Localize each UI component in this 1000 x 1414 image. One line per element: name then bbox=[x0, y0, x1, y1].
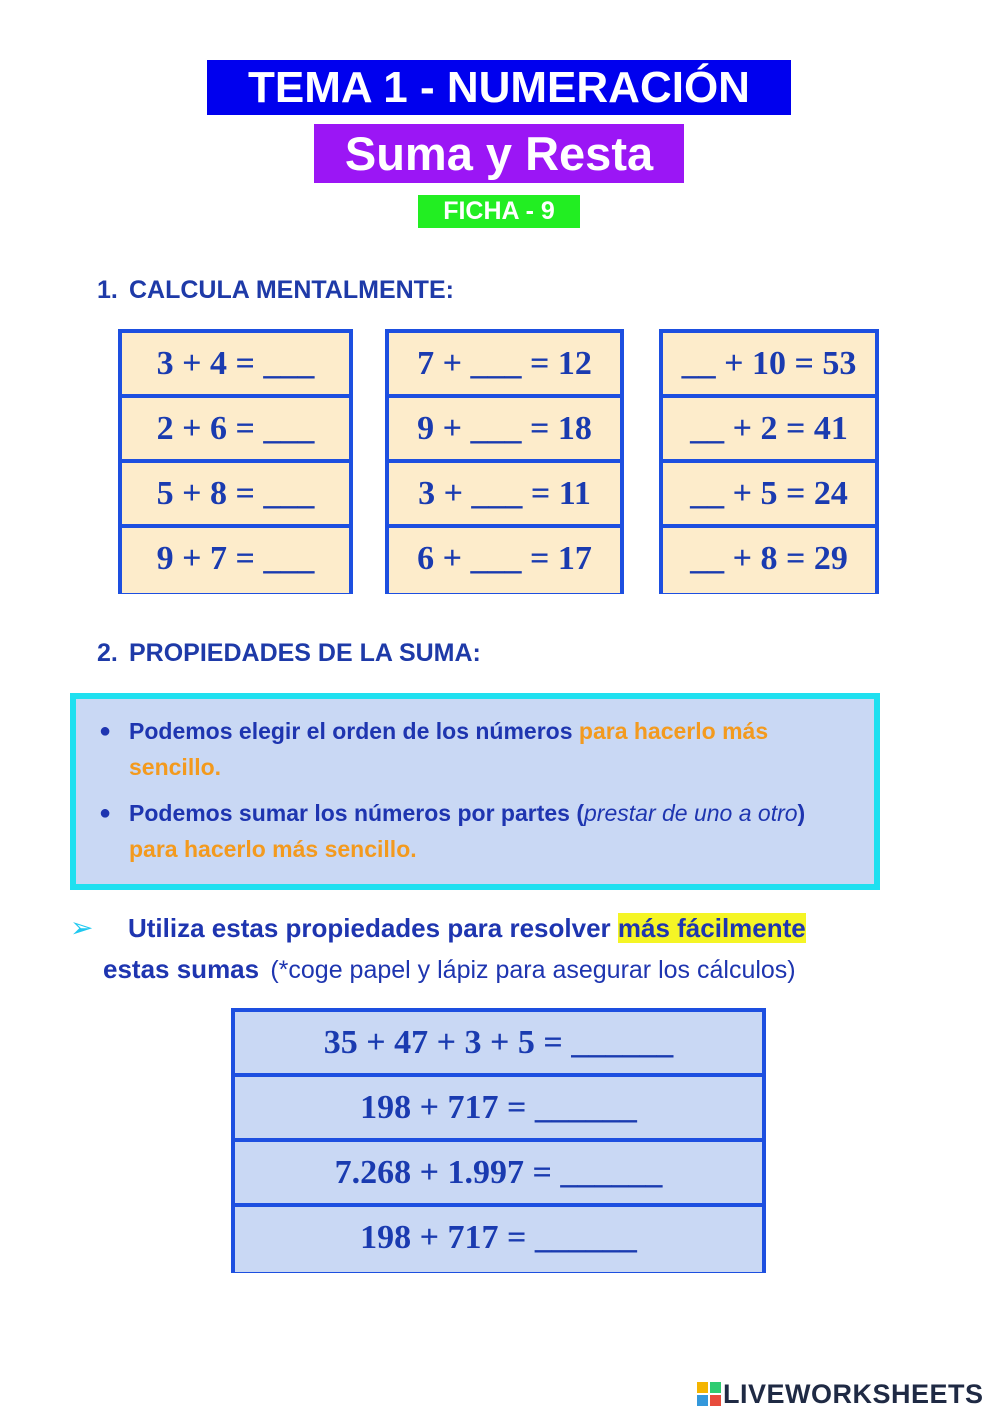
mental-math-column-3 bbox=[659, 329, 879, 594]
mental-math-cell[interactable]: __ + 10 = 53 bbox=[663, 333, 875, 398]
property-2-italic: prestar de uno a otro bbox=[584, 800, 798, 826]
instruction-text-2: estas sumas bbox=[103, 954, 260, 984]
arrow-icon: ➢ bbox=[70, 912, 94, 943]
property-2-text: Podemos sumar los números por partes ( bbox=[129, 800, 585, 826]
section-1-number: 1. bbox=[97, 276, 118, 304]
property-2-close: ) bbox=[797, 800, 806, 826]
mental-math-cell[interactable]: 3 + ___ = 11 bbox=[389, 463, 620, 528]
sum-row[interactable]: 198 + 717 = ______ bbox=[235, 1207, 762, 1272]
property-2 bbox=[99, 795, 859, 867]
mental-math-cell[interactable]: 9 + ___ = 18 bbox=[389, 398, 620, 463]
mental-math-cell[interactable]: 6 + ___ = 17 bbox=[389, 528, 620, 593]
worksheet-title: TEMA 1 - NUMERACIÓN bbox=[207, 60, 791, 115]
instruction-note: (*coge papel y lápiz para asegurar los cálculos) bbox=[270, 956, 796, 984]
logo-text: LIVEWORKSHEETS bbox=[723, 1379, 984, 1409]
mental-math-cell[interactable]: 7 + ___ = 12 bbox=[389, 333, 620, 398]
bullet-icon: ● bbox=[99, 802, 112, 824]
section-1-heading bbox=[97, 275, 454, 305]
sum-row[interactable]: 35 + 47 + 3 + 5 = ______ bbox=[235, 1012, 762, 1077]
mental-math-cell[interactable]: __ + 5 = 24 bbox=[663, 463, 875, 528]
sum-row[interactable]: 198 + 717 = ______ bbox=[235, 1077, 762, 1142]
section-2-heading bbox=[97, 638, 481, 668]
instruction-text: Utiliza estas propiedades para resolver bbox=[128, 913, 611, 943]
logo-icon bbox=[697, 1382, 721, 1406]
property-1-text: Podemos elegir el orden de los números bbox=[129, 718, 573, 744]
mental-math-column-2 bbox=[385, 329, 624, 594]
section-2-title: PROPIEDADES DE LA SUMA: bbox=[129, 639, 481, 667]
instruction bbox=[70, 908, 930, 948]
mental-math-cell[interactable]: __ + 2 = 41 bbox=[663, 398, 875, 463]
instruction-line-2 bbox=[103, 949, 963, 990]
liveworksheets-logo bbox=[697, 1379, 984, 1409]
sum-row[interactable]: 7.268 + 1.997 = ______ bbox=[235, 1142, 762, 1207]
worksheet-subtitle: Suma y Resta bbox=[314, 124, 684, 183]
section-1-title: CALCULA MENTALMENTE: bbox=[129, 276, 454, 304]
section-2-number: 2. bbox=[97, 639, 118, 667]
mental-math-column-1 bbox=[118, 329, 353, 594]
property-1-highlight: para hacerlo más sencillo. bbox=[129, 718, 769, 780]
bullet-icon: ● bbox=[99, 720, 112, 742]
property-2-highlight: para hacerlo más sencillo. bbox=[129, 836, 417, 862]
property-1 bbox=[99, 713, 859, 785]
mental-math-cell[interactable]: 5 + 8 = ___ bbox=[122, 463, 349, 528]
instruction-highlight: más fácilmente bbox=[617, 913, 806, 943]
mental-math-cell[interactable]: __ + 8 = 29 bbox=[663, 528, 875, 593]
mental-math-cell[interactable]: 3 + 4 = ___ bbox=[122, 333, 349, 398]
sheet-number-badge: FICHA - 9 bbox=[418, 195, 580, 228]
mental-math-cell[interactable]: 2 + 6 = ___ bbox=[122, 398, 349, 463]
sums-table bbox=[231, 1008, 766, 1273]
properties-box bbox=[70, 693, 880, 890]
mental-math-cell[interactable]: 9 + 7 = ___ bbox=[122, 528, 349, 593]
